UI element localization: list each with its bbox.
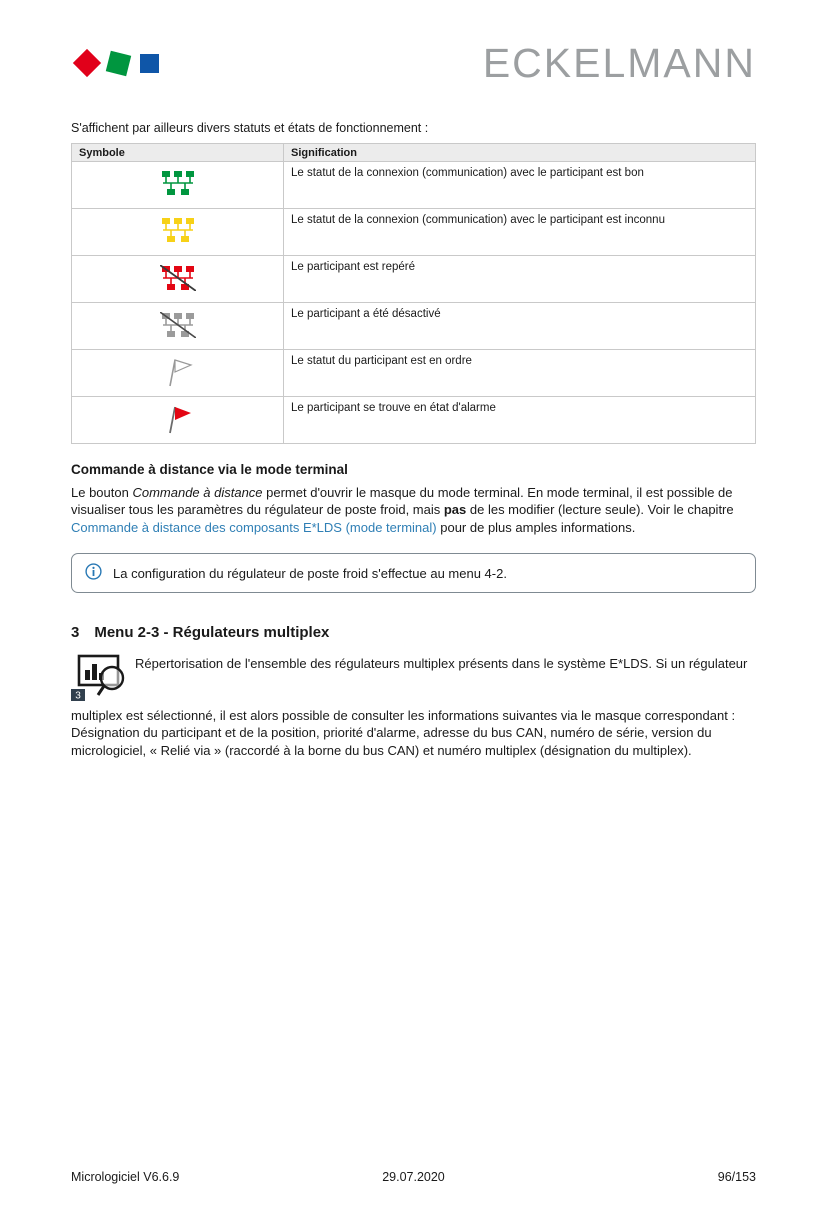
- network-status-yellow-icon: [160, 234, 196, 246]
- network-status-gray-crossed-icon: [160, 329, 196, 341]
- multiplex-body-text: Répertorisation de l'ensemble des régulateurs multiplex présents dans le système E*LDS. Si un régulateur multiplex est sélectionné, il est alors possible de consulter les informations suivantes via le masque correspondant : Désignation du participant et de la position, priorité d'alarme, adresse du bus CAN, numéro de série, version du micrologiciel, « Relié via » (raccordé à la borne du bus CAN) et numéro multiplex (désignation du multiplex).: [71, 656, 748, 758]
- terminal-paragraph: [71, 484, 756, 536]
- table-row: [72, 397, 756, 444]
- info-note-text: La configuration du régulateur de poste froid s'effectue au menu 4-2.: [113, 565, 507, 581]
- table-row: [72, 256, 756, 303]
- section-title: Menu 2-3 - Régulateurs multiplex: [94, 624, 330, 642]
- column-header-signification: Signification: [284, 144, 756, 162]
- network-status-red-crossed-icon: [160, 282, 196, 294]
- page: [0, 39, 827, 759]
- paragraph-text: pour de plus amples informations.: [436, 519, 636, 535]
- intro-text: S'affichent par ailleurs divers statuts et états de fonctionnement :: [71, 121, 429, 135]
- signification-text: Le statut de la connexion (communication) avec le participant est bon: [284, 162, 756, 209]
- logo-blue-square-icon: [140, 54, 159, 73]
- button-name-italic: Commande à distance: [132, 485, 263, 500]
- multiplex-paragraph: [71, 654, 756, 759]
- symbols-table: [71, 143, 756, 444]
- signification-text: Le participant a été désactivé: [284, 303, 756, 350]
- paragraph-text: de les modifier (lecture seule). Voir le chapitre: [466, 502, 734, 518]
- table-row: [72, 209, 756, 256]
- section-heading-terminal: Commande à distance via le mode terminal: [71, 462, 348, 477]
- footer-date: 29.07.2020: [382, 1170, 445, 1184]
- logo-green-square-icon: [106, 50, 131, 75]
- signification-text: Le participant est repéré: [284, 256, 756, 303]
- signification-text: Le statut du participant est en ordre: [284, 350, 756, 397]
- eckelmann-logo-icon: [71, 42, 159, 84]
- section-heading-multiplex: [71, 624, 756, 641]
- table-row: [72, 350, 756, 397]
- signification-text: Le participant se trouve en état d'alarme: [284, 397, 756, 444]
- info-note-box: [71, 553, 756, 593]
- table-header-row: [72, 144, 756, 162]
- flag-outline-icon: [162, 378, 194, 390]
- multiplex-icon-badge: 3: [75, 690, 81, 702]
- brand-wordmark: ECKELMANN: [482, 39, 756, 86]
- logo-red-square-icon: [73, 49, 101, 77]
- chapter-link[interactable]: Commande à distance des composants E*LDS (mode terminal): [71, 519, 437, 535]
- flag-red-icon: [162, 425, 194, 437]
- page-header: [71, 39, 756, 86]
- table-row: [72, 303, 756, 350]
- page-footer: [71, 1170, 756, 1184]
- column-header-symbole: Symbole: [72, 144, 284, 162]
- multiplex-menu-icon: [71, 654, 127, 707]
- network-status-green-icon: [160, 187, 196, 199]
- paragraph-text: permet d'ouvrir le masque du mode terminal. En mode terminal, il est possible de visualiser tous les paramètres du régulateur de poste froid, mais: [71, 485, 733, 518]
- table-row: [72, 162, 756, 209]
- footer-firmware-version: Micrologiciel V6.6.9: [71, 1170, 180, 1184]
- emphasis-bold: pas: [443, 502, 467, 518]
- section-number: 3: [71, 624, 80, 642]
- paragraph-text: Le bouton: [71, 485, 133, 500]
- footer-page-number: 96/153: [717, 1170, 756, 1184]
- info-icon: [85, 563, 102, 583]
- signification-text: Le statut de la connexion (communication) avec le participant est inconnu: [284, 209, 756, 256]
